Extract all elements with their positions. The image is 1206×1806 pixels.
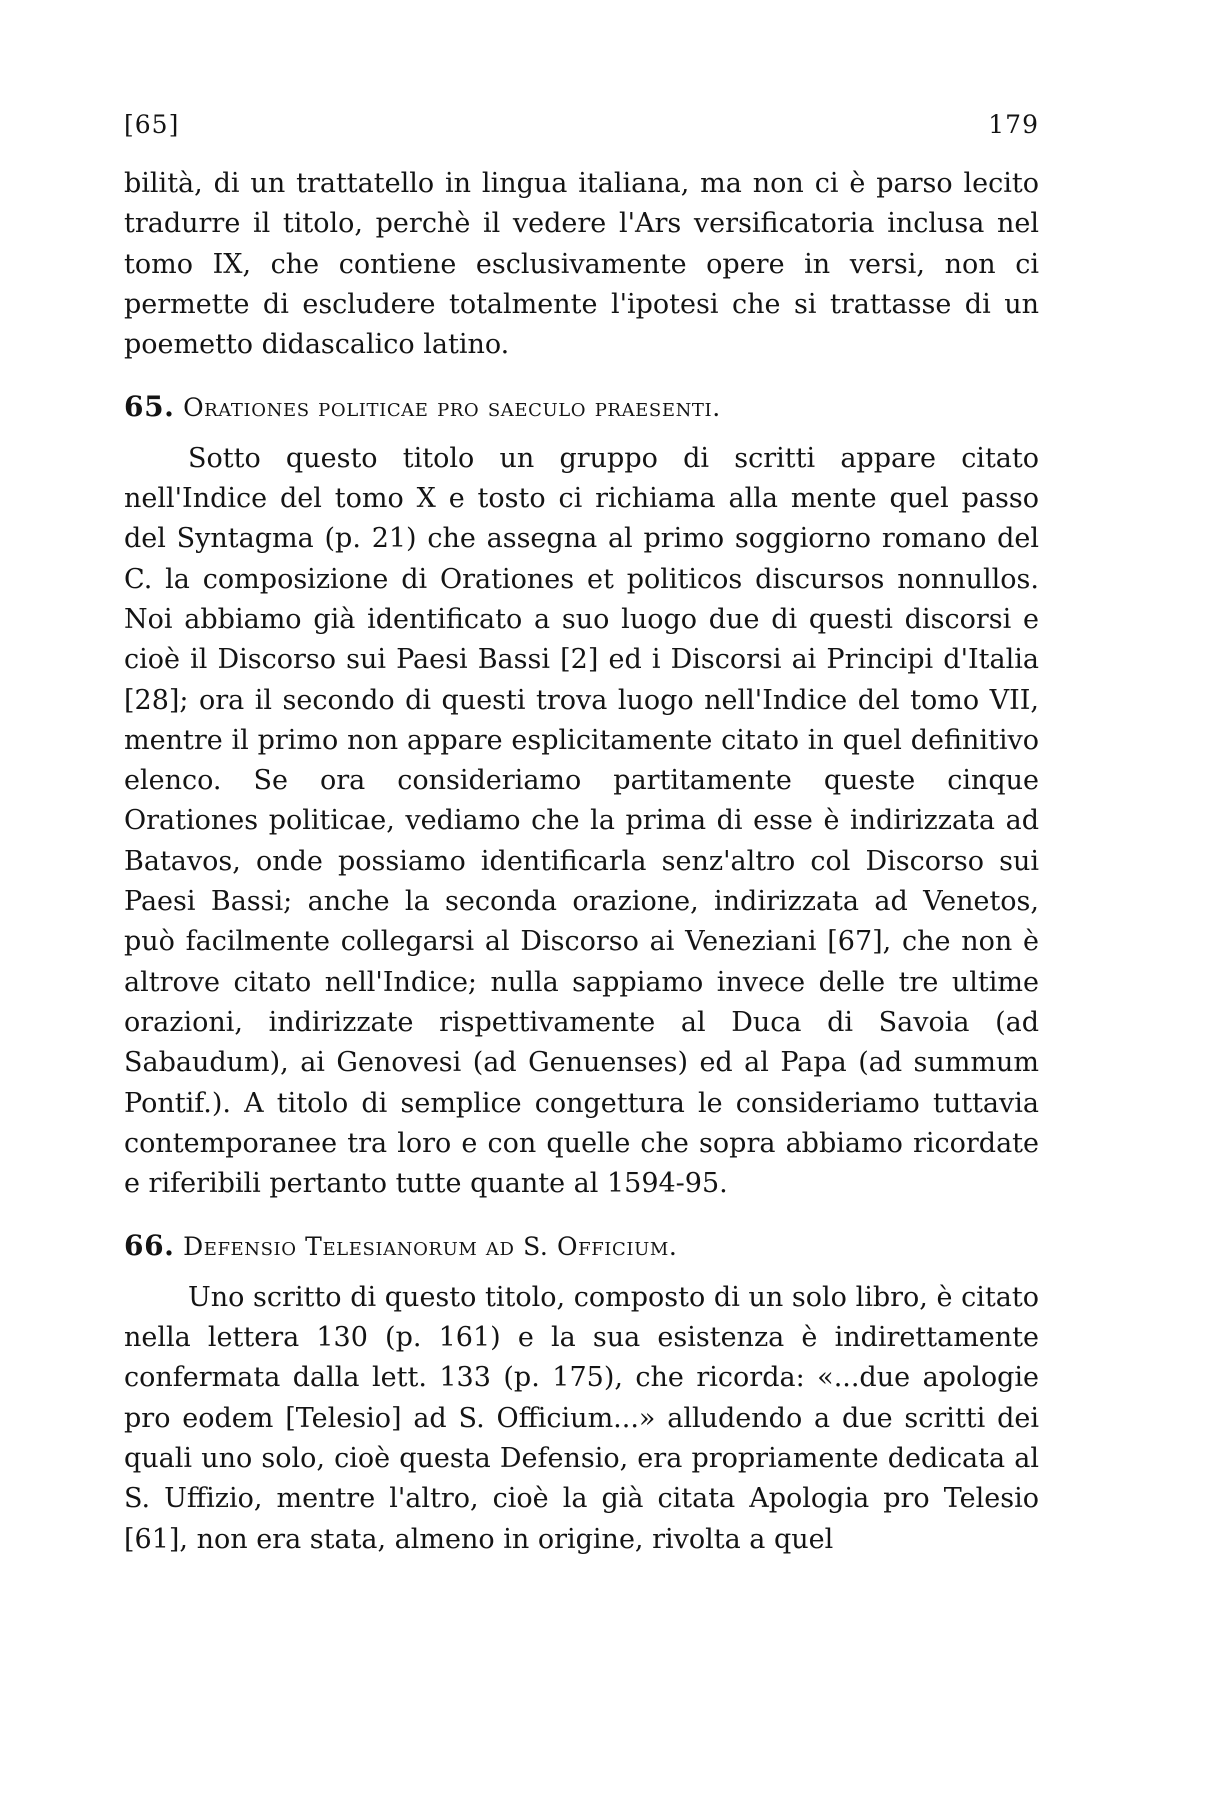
section-body-65: Sotto questo titolo un gruppo di scritti appare citato nell'Indice del tomo X e tosto ci richiama alla mente quel passo del Syntagma (p. 21) che assegna al primo soggiorno romano del C. la composizione di Orationes et politicos discursos nonnullos. Noi abbiamo già identificato a suo luogo due di questi discorsi e cioè il Discorso sui Paesi Bassi [2] ed i Discorsi ai Principi d'Italia [28]; ora il secondo di questi trova luogo nell'Indice del tomo VII, mentre il primo non appare esplicitamente citato in quel definitivo elenco. Se ora consideriamo partitamente queste cinque Orationes politicae, vediamo che la prima di esse è indirizzata ad Batavos, onde possiamo identificarla senz'altro col Discorso sui Paesi Bassi; anche la seconda orazione, indirizzata ad Venetos, può facilmente collegarsi al Discorso ai Veneziani [67], che non è altrove citato nell'Indice; nulla sappiamo invece delle tre ultime orazioni, indirizzate rispettivamente al Duca di Savoia (ad Sabaudum), ai Genovesi (ad Genuenses) ed al Papa (ad summum Pontif.). A titolo di semplice congettura le consideriamo tuttavia contemporanee tra loro e con quelle che sopra abbiamo ricordate e riferibili pertanto tutte quante al 1594-95.	[124, 442, 1039, 1200]
section-number: 66.	[124, 1229, 175, 1263]
section-heading-66	[124, 1226, 1039, 1267]
section-number: 65.	[124, 390, 175, 424]
section-marker: [65]	[124, 110, 180, 139]
section-body-66: Uno scritto di questo titolo, composto di un solo libro, è citato nella lettera 130 (p. 161) e la sua esistenza è indirettamente confermata dalla lett. 133 (p. 175), che ricorda: «...due apologie pro eodem [Telesio] ad S. Officium...» alludendo a due scritti dei quali uno solo, cioè questa Defensio, era propriamente dedicata al S. Uffizio, mentre l'altro, cioè la già citata Apologia pro Telesio [61], non era stata, almeno in origine, rivolta a quel	[124, 1281, 1039, 1555]
page-number: 179	[988, 110, 1039, 139]
section-title: Defensio Telesianorum ad S. Officium.	[183, 1232, 678, 1262]
intro-paragraph: bilità, di un trattatello in lingua italiana, ma non ci è parso lecito tradurre il titolo, perchè il vedere l'Ars versificatoria inclusa nel tomo IX, che contiene esclusivamente opere in versi, non ci permette di escludere totalmente l'ipotesi che si trattasse di un poemetto didascalico latino.	[124, 168, 1039, 361]
section-heading-65	[124, 387, 1039, 428]
text-block	[124, 164, 1039, 1560]
running-head	[124, 110, 1039, 139]
section-title: Orationes politicae pro saeculo praesenti.	[183, 393, 721, 423]
